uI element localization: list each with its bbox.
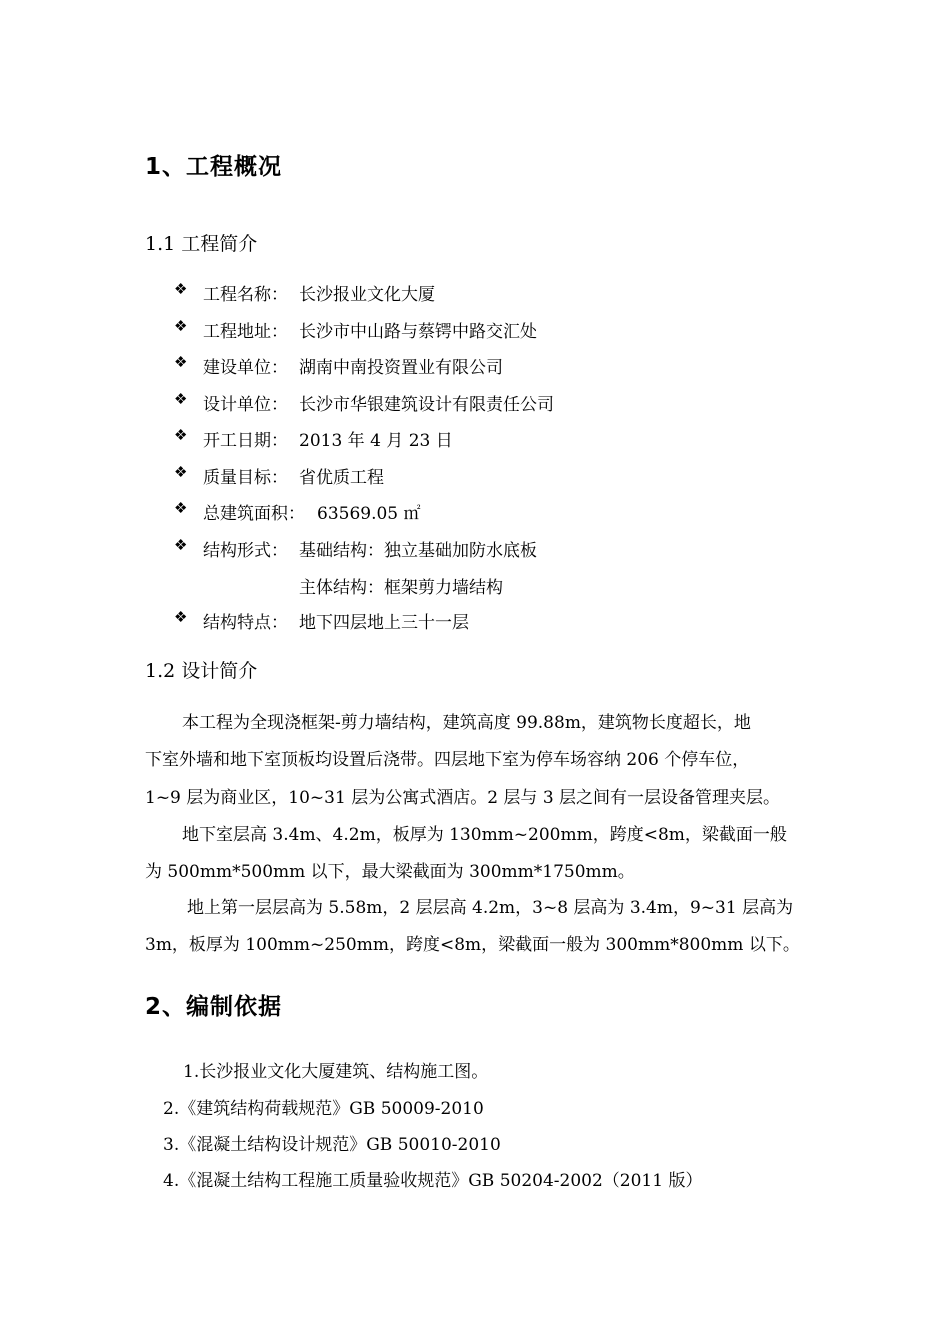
list-item-continuation xyxy=(0,573,950,597)
section-1-title: 1、工程概况 xyxy=(145,154,283,180)
reference-item: 4.《混凝土结构工程施工质量验收规范》GB 50204-2002（2011 版） xyxy=(163,1171,703,1191)
reference-item: 2.《建筑结构荷载规范》GB 50009-2010 xyxy=(163,1099,484,1119)
subsection-1-1-title: 1.1 工程简介 xyxy=(145,233,258,255)
paragraph-line: 地下室层高 3.4m、4.2m，板厚为 130mm~200mm，跨度<8m，梁截面一般 xyxy=(182,825,787,845)
item-value: 地下四层地上三十一层 xyxy=(299,613,469,633)
bullet-diamond-icon: ❖ xyxy=(174,353,188,371)
paragraph-line: 3m，板厚为 100mm~250mm，跨度<8m，梁截面一般为 300mm*800mm 以下。 xyxy=(145,935,800,955)
subsection-1-2-title: 1.2 设计简介 xyxy=(145,660,258,682)
item-label: 开工日期： xyxy=(203,431,288,451)
list-item xyxy=(0,280,950,304)
item-label: 工程地址： xyxy=(203,322,288,342)
bullet-diamond-icon: ❖ xyxy=(174,317,188,335)
item-value: 长沙市华银建筑设计有限责任公司 xyxy=(299,395,554,415)
list-item xyxy=(0,463,950,487)
bullet-diamond-icon: ❖ xyxy=(174,608,188,626)
list-item xyxy=(0,608,950,632)
item-value: 基础结构：独立基础加防水底板 xyxy=(299,541,537,561)
reference-item: 3.《混凝土结构设计规范》GB 50010-2010 xyxy=(163,1135,501,1155)
bullet-diamond-icon: ❖ xyxy=(174,426,188,444)
paragraph-line: 地上第一层层高为 5.58m，2 层层高 4.2m，3~8 层高为 3.4m，9~31 层高为 xyxy=(187,898,794,918)
list-item xyxy=(0,317,950,341)
reference-item: 1.长沙报业文化大厦建筑、结构施工图。 xyxy=(183,1062,489,1082)
item-label: 结构特点： xyxy=(203,613,288,633)
item-label: 总建筑面积： xyxy=(203,504,305,524)
item-label: 工程名称： xyxy=(203,285,288,305)
item-label: 结构形式： xyxy=(203,541,288,561)
bullet-diamond-icon: ❖ xyxy=(174,390,188,408)
bullet-diamond-icon: ❖ xyxy=(174,536,188,554)
paragraph-line: 为 500mm*500mm 以下，最大梁截面为 300mm*1750mm。 xyxy=(145,862,635,882)
list-item xyxy=(0,499,950,523)
item-value: 长沙市中山路与蔡锷中路交汇处 xyxy=(299,322,537,342)
list-item xyxy=(0,426,950,450)
list-item xyxy=(0,353,950,377)
list-item xyxy=(0,536,950,560)
item-label: 质量目标： xyxy=(203,468,288,488)
item-label: 建设单位： xyxy=(203,358,288,378)
list-item xyxy=(0,390,950,414)
bullet-diamond-icon: ❖ xyxy=(174,463,188,481)
paragraph-line: 1~9 层为商业区，10~31 层为公寓式酒店。2 层与 3 层之间有一层设备管理夹层。 xyxy=(145,788,781,808)
paragraph-line: 下室外墙和地下室顶板均设置后浇带。四层地下室为停车场容纳 206 个停车位， xyxy=(145,750,750,770)
item-value: 2013 年 4 月 23 日 xyxy=(299,431,453,451)
bullet-diamond-icon: ❖ xyxy=(174,499,188,517)
bullet-diamond-icon: ❖ xyxy=(174,280,188,298)
item-value: 长沙报业文化大厦 xyxy=(299,285,435,305)
item-value: 63569.05 ㎡ xyxy=(317,504,421,524)
item-label: 设计单位： xyxy=(203,395,288,415)
item-value: 省优质工程 xyxy=(299,468,384,488)
item-value: 主体结构：框架剪力墙结构 xyxy=(299,578,503,598)
section-2-title: 2、编制依据 xyxy=(145,994,283,1020)
item-value: 湖南中南投资置业有限公司 xyxy=(299,358,503,378)
paragraph-line: 本工程为全现浇框架-剪力墙结构，建筑高度 99.88m，建筑物长度超长，地 xyxy=(182,713,751,733)
